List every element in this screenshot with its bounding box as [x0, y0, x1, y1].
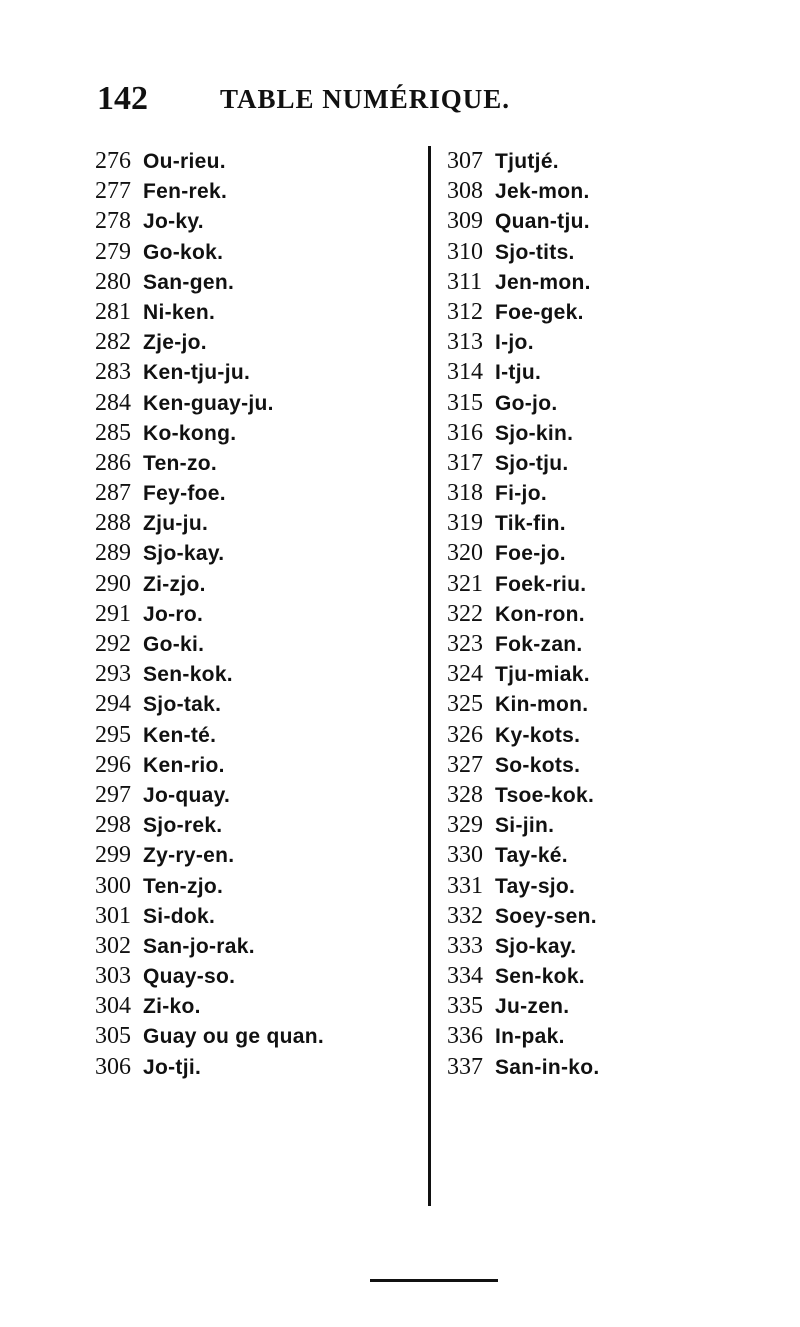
table-entry	[447, 659, 787, 689]
entry-number: 324	[447, 661, 483, 688]
entry-name: Sen-kok.	[143, 663, 233, 687]
entry-name: Fok-zan.	[495, 633, 583, 656]
entry-name: Kin-mon.	[495, 693, 589, 717]
entry-name: Sjo-tju.	[495, 451, 569, 475]
table-entry	[447, 931, 787, 961]
entry-name: In-pak.	[495, 1025, 565, 1049]
running-head: TABLE NUMÉRIQUE.	[220, 84, 511, 114]
entry-number: 292	[95, 631, 131, 657]
table-entry	[447, 901, 787, 931]
table-entry	[447, 327, 787, 357]
table-entry	[95, 901, 425, 931]
entry-number: 315	[447, 389, 483, 416]
entry-name: Ky-kots.	[495, 723, 581, 747]
entry-name: Si-dok.	[143, 904, 216, 928]
entry-number: 301	[95, 902, 131, 929]
entry-name: Fen-rek.	[143, 180, 228, 204]
entry-name: Sjo-kin.	[495, 421, 574, 445]
entry-name: Guay ou ge quan.	[143, 1025, 324, 1049]
entry-name: Jo-quay.	[143, 783, 231, 807]
entry-name: Kon-ron.	[495, 602, 585, 626]
entry-number: 327	[447, 751, 483, 778]
table-entry	[95, 780, 425, 810]
entry-number: 322	[447, 600, 483, 627]
entry-number: 307	[447, 148, 483, 174]
entry-number: 303	[95, 963, 131, 990]
entry-number: 286	[95, 449, 131, 476]
entry-number: 330	[447, 842, 483, 869]
table-entry	[447, 388, 787, 418]
table-entry	[95, 418, 425, 448]
entry-number: 334	[447, 963, 483, 990]
entry-name: Sen-kok.	[495, 965, 585, 989]
entry-number: 318	[447, 480, 483, 507]
entry-number: 280	[95, 268, 131, 295]
entry-name: I-jo.	[495, 331, 534, 355]
entry-number: 308	[447, 178, 483, 205]
table-entry	[95, 388, 425, 418]
table-entry	[447, 418, 787, 448]
table-entry	[95, 931, 425, 961]
entry-number: 281	[95, 298, 131, 325]
table-entry	[95, 1052, 425, 1082]
entry-name: Tay-sjo.	[495, 874, 576, 898]
table-entry	[95, 991, 425, 1021]
entry-number: 316	[447, 419, 483, 446]
table-entry	[95, 237, 425, 267]
entry-name: Foek-riu.	[495, 572, 587, 596]
table-entry	[447, 1052, 787, 1082]
entry-number: 288	[95, 510, 131, 537]
entry-number: 305	[95, 1023, 131, 1050]
table-entry	[447, 146, 787, 176]
entry-name: Sjo-kay.	[495, 934, 577, 958]
entry-name: Ken-tju-ju.	[143, 361, 251, 385]
entry-name: Jo-tji.	[143, 1055, 202, 1079]
entry-number: 284	[95, 389, 131, 416]
entry-name: Jek-mon.	[495, 180, 590, 204]
table-entry	[447, 780, 787, 810]
page-number: 142	[97, 80, 148, 117]
entry-name: Ten-zo.	[143, 451, 218, 475]
entry-number: 333	[447, 932, 483, 959]
entry-number: 294	[95, 691, 131, 718]
entry-number: 310	[447, 238, 483, 265]
table-entry	[95, 629, 425, 659]
entry-number: 304	[95, 993, 131, 1020]
entry-number: 299	[95, 842, 131, 869]
table-entry	[95, 176, 425, 206]
table-entry	[447, 689, 787, 719]
entry-name: Zje-jo.	[143, 331, 207, 355]
entry-number: 328	[447, 781, 483, 808]
entry-number: 314	[447, 359, 483, 386]
entry-name: Si-jin.	[495, 814, 555, 838]
entry-name: Go-ki.	[143, 633, 205, 656]
entry-number: 289	[95, 540, 131, 567]
entry-name: Soey-sen.	[495, 904, 597, 928]
table-entry	[95, 508, 425, 538]
table-entry	[95, 750, 425, 780]
entry-name: Quay-so.	[143, 965, 236, 989]
entry-number: 319	[447, 510, 483, 537]
table-entry	[447, 237, 787, 267]
entry-name: Tsoe-kok.	[495, 783, 595, 807]
table-entry	[95, 448, 425, 478]
entry-name: Jo-ky.	[143, 210, 204, 234]
entry-number: 278	[95, 208, 131, 235]
table-entry	[95, 689, 425, 719]
table-entry	[95, 538, 425, 568]
entry-name: Sjo-tak.	[143, 693, 222, 717]
table-entry	[95, 327, 425, 357]
table-entry	[447, 267, 787, 297]
entry-name: San-gen.	[143, 270, 235, 294]
column-divider	[428, 146, 431, 1206]
entry-number: 300	[95, 872, 131, 899]
entry-number: 298	[95, 812, 131, 839]
entry-number: 306	[95, 1053, 131, 1080]
table-entry	[447, 750, 787, 780]
entry-number: 277	[95, 178, 131, 205]
entry-name: Foe-gek.	[495, 300, 584, 324]
entry-number: 285	[95, 419, 131, 446]
entry-number: 332	[447, 902, 483, 929]
table-entry	[95, 840, 425, 870]
entry-number: 326	[447, 721, 483, 748]
entry-name: San-jo-rak.	[143, 934, 255, 958]
entry-name: Zy-ry-en.	[143, 844, 235, 868]
table-entry	[447, 538, 787, 568]
table-entry	[95, 1021, 425, 1051]
entry-name: Zju-ju.	[143, 512, 209, 536]
entry-number: 297	[95, 781, 131, 808]
entry-name: Sjo-rek.	[143, 814, 223, 838]
table-entry	[95, 659, 425, 689]
entry-number: 336	[447, 1023, 483, 1050]
entry-name: Jo-ro.	[143, 602, 204, 626]
entry-name: Ken-rio.	[143, 753, 225, 777]
table-entry	[95, 599, 425, 629]
table-entry	[95, 267, 425, 297]
entry-number: 293	[95, 661, 131, 688]
entry-name: Ou-rieu.	[143, 150, 226, 173]
entry-number: 320	[447, 540, 483, 567]
entry-name: Ni-ken.	[143, 300, 216, 324]
entry-name: Tju-miak.	[495, 663, 590, 687]
entry-number: 309	[447, 208, 483, 235]
entry-number: 291	[95, 600, 131, 627]
entry-number: 329	[447, 812, 483, 839]
entry-name: Ken-guay-ju.	[143, 391, 274, 415]
entry-name: Sjo-tits.	[495, 240, 575, 264]
entry-name: Tjutjé.	[495, 150, 559, 173]
table-entry	[447, 871, 787, 901]
table-entry	[95, 478, 425, 508]
entry-name: Go-kok.	[143, 240, 224, 264]
table-entry	[447, 991, 787, 1021]
table-entry	[95, 206, 425, 236]
entry-number: 296	[95, 751, 131, 778]
entry-name: I-tju.	[495, 361, 542, 385]
table-entry	[447, 176, 787, 206]
table-entry	[447, 599, 787, 629]
table-entry	[447, 508, 787, 538]
table-entry	[95, 871, 425, 901]
entry-name: Go-jo.	[495, 391, 558, 415]
entry-number: 302	[95, 932, 131, 959]
entry-number: 295	[95, 721, 131, 748]
entry-name: Foe-jo.	[495, 542, 566, 566]
entry-name: Jen-mon.	[495, 270, 591, 294]
table-entry	[447, 569, 787, 599]
entry-name: So-kots.	[495, 753, 581, 777]
entry-name: Sjo-kay.	[143, 542, 225, 566]
table-entry	[95, 961, 425, 991]
entry-name: Ko-kong.	[143, 421, 237, 445]
entry-number: 325	[447, 691, 483, 718]
entry-number: 335	[447, 993, 483, 1020]
table-entry	[95, 810, 425, 840]
entry-number: 313	[447, 329, 483, 356]
entry-name: Ken-té.	[143, 723, 217, 747]
table-entry	[447, 478, 787, 508]
entry-number: 283	[95, 359, 131, 386]
table-entry	[447, 961, 787, 991]
entry-name: Ten-zjo.	[143, 874, 224, 898]
entry-number: 276	[95, 148, 131, 174]
entry-number: 337	[447, 1053, 483, 1080]
table-entry	[95, 297, 425, 327]
table-entry	[447, 629, 787, 659]
table-entry	[95, 146, 425, 176]
left-column	[95, 146, 425, 1082]
entry-name: Zi-zjo.	[143, 572, 206, 596]
table-entry	[95, 357, 425, 387]
table-entry	[447, 206, 787, 236]
entry-name: Ju-zen.	[495, 995, 570, 1019]
entry-name: Fey-foe.	[143, 482, 226, 506]
entry-number: 311	[447, 268, 483, 295]
entry-number: 312	[447, 298, 483, 325]
entry-number: 287	[95, 480, 131, 507]
right-column	[447, 146, 787, 1082]
entry-name: San-in-ko.	[495, 1055, 600, 1079]
entry-number: 317	[447, 449, 483, 476]
table-entry	[447, 448, 787, 478]
entry-name: Fi-jo.	[495, 482, 547, 506]
table-entry	[447, 297, 787, 327]
table-entry	[95, 569, 425, 599]
entry-number: 290	[95, 570, 131, 597]
table-entry	[447, 810, 787, 840]
table-entry	[447, 840, 787, 870]
entry-name: Tik-fin.	[495, 512, 566, 536]
entry-name: Zi-ko.	[143, 995, 201, 1019]
entry-number: 282	[95, 329, 131, 356]
table-entry	[447, 357, 787, 387]
entry-number: 321	[447, 570, 483, 597]
footer-rule	[370, 1279, 498, 1282]
table-entry	[447, 1021, 787, 1051]
entry-number: 323	[447, 631, 483, 657]
table-entry	[447, 720, 787, 750]
entry-name: Quan-tju.	[495, 210, 590, 234]
entry-number: 279	[95, 238, 131, 265]
entry-number: 331	[447, 872, 483, 899]
entry-name: Tay-ké.	[495, 844, 568, 868]
table-entry	[95, 720, 425, 750]
